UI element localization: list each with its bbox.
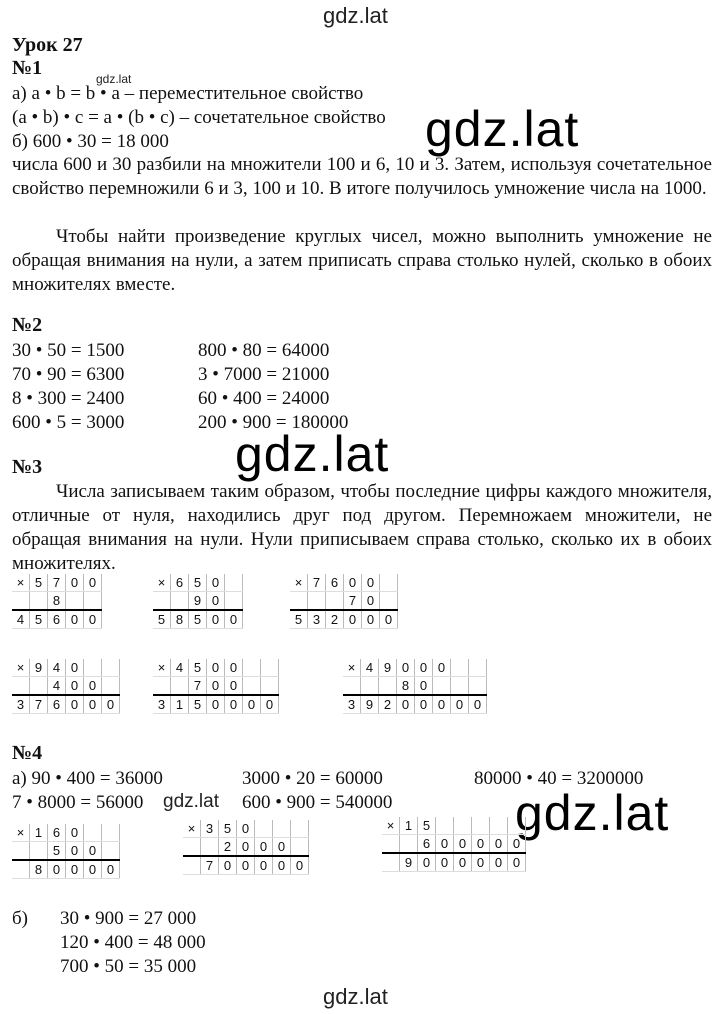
multiply-sign: × — [153, 659, 171, 677]
task2-left-2: 8 • 300 = 2400 — [12, 388, 125, 409]
digit-cell — [382, 835, 400, 854]
factor-row — [12, 574, 102, 592]
digit-cell — [291, 820, 309, 838]
digit-cell: 4 — [48, 659, 66, 677]
digit-cell: 7 — [308, 574, 326, 592]
digit-cell — [225, 592, 243, 611]
digit-cell: 0 — [415, 659, 433, 677]
watermark-top: gdz.lat — [323, 3, 388, 28]
digit-cell: 0 — [490, 853, 508, 872]
multiply-sign: × — [290, 574, 308, 592]
digit-cell: 0 — [84, 677, 102, 696]
digit-cell: 3 — [308, 610, 326, 629]
digit-cell: 4 — [361, 659, 379, 677]
digit-cell: 7 — [189, 677, 207, 696]
factor-row — [183, 838, 309, 857]
task1-paragraph-2: Чтобы найти произведение круглых чисел, можно выполнить умножение не обращая внимания на нули, а затем приписать справа столько нулей, сколько в обоих множителях вместе. — [12, 226, 712, 295]
digit-cell — [12, 842, 30, 861]
factor-row — [183, 820, 309, 838]
task2-right-2: 60 • 400 = 24000 — [198, 388, 330, 409]
digit-cell: 8 — [30, 860, 48, 879]
digit-cell: 0 — [362, 610, 380, 629]
digit-cell: 3 — [201, 820, 219, 838]
digit-cell — [30, 677, 48, 696]
digit-cell: 3 — [343, 695, 361, 714]
task1-heading: №1 — [12, 57, 43, 79]
result-row — [12, 610, 102, 629]
result-row — [12, 695, 120, 714]
result-row — [153, 695, 279, 714]
multiply-sign: × — [12, 824, 30, 842]
digit-cell — [30, 842, 48, 861]
digit-cell: 0 — [433, 659, 451, 677]
watermark-big-2: gdz.lat — [235, 426, 390, 482]
column-multiplication-grid — [12, 659, 120, 714]
digit-cell — [171, 677, 189, 696]
watermark-inline: gdz.lat — [163, 791, 219, 812]
multiply-sign: × — [183, 820, 201, 838]
digit-cell — [153, 677, 171, 696]
digit-cell: 0 — [48, 860, 66, 879]
digit-cell — [201, 838, 219, 857]
digit-cell: 0 — [102, 860, 120, 879]
digit-cell — [400, 835, 418, 854]
digit-cell — [171, 592, 189, 611]
digit-cell: 5 — [290, 610, 308, 629]
factor-row — [343, 677, 487, 696]
digit-cell: 0 — [66, 574, 84, 592]
digit-cell: 0 — [255, 838, 273, 857]
digit-cell: 0 — [84, 695, 102, 714]
result-row — [343, 695, 487, 714]
digit-cell: 0 — [219, 856, 237, 875]
digit-cell: 8 — [397, 677, 415, 696]
task1-line-b: б) 600 • 30 = 18 000 — [12, 131, 169, 152]
digit-cell — [380, 574, 398, 592]
factor-row — [153, 659, 279, 677]
digit-cell: 0 — [66, 677, 84, 696]
digit-cell — [436, 817, 454, 835]
digit-cell — [12, 677, 30, 696]
digit-cell: 0 — [380, 610, 398, 629]
digit-cell — [225, 574, 243, 592]
task2-right-3: 200 • 900 = 180000 — [198, 412, 349, 433]
digit-cell: 5 — [189, 659, 207, 677]
digit-cell: 6 — [326, 574, 344, 592]
digit-cell — [102, 842, 120, 861]
digit-cell — [451, 659, 469, 677]
digit-cell: 0 — [255, 856, 273, 875]
task3-heading: №3 — [12, 456, 43, 478]
factor-row — [153, 677, 279, 696]
digit-cell: 0 — [362, 574, 380, 592]
digit-cell: 0 — [344, 610, 362, 629]
digit-cell — [469, 659, 487, 677]
task4-a4: 7 • 8000 = 56000 — [12, 792, 144, 813]
digit-cell — [66, 592, 84, 611]
digit-cell — [361, 677, 379, 696]
digit-cell — [102, 824, 120, 842]
digit-cell — [469, 677, 487, 696]
digit-cell — [102, 677, 120, 696]
digit-cell — [243, 659, 261, 677]
digit-cell: 9 — [189, 592, 207, 611]
task4-a5: 600 • 900 = 540000 — [242, 792, 393, 813]
result-row — [12, 860, 120, 879]
factor-row — [153, 574, 243, 592]
digit-cell: 0 — [469, 695, 487, 714]
task1-line-a2: (a • b) • c = a • (b • c) – сочетательное свойство — [12, 107, 386, 128]
column-multiplication-grid — [183, 820, 309, 875]
multiply-sign: × — [382, 817, 400, 835]
multiply-sign: × — [343, 659, 361, 677]
digit-cell — [12, 592, 30, 611]
digit-cell: 0 — [451, 695, 469, 714]
digit-cell: 0 — [207, 610, 225, 629]
digit-cell: 9 — [400, 853, 418, 872]
digit-cell: 0 — [415, 677, 433, 696]
task2-left-0: 30 • 50 = 1500 — [12, 340, 125, 361]
digit-cell: 0 — [273, 838, 291, 857]
digit-cell: 0 — [436, 853, 454, 872]
digit-cell: 0 — [84, 860, 102, 879]
digit-cell: 0 — [472, 835, 490, 854]
digit-cell: 0 — [207, 695, 225, 714]
task1-line-a: а) a • b = b • a – переместительное свойство — [12, 83, 364, 104]
digit-cell: 5 — [48, 842, 66, 861]
factor-row — [382, 835, 526, 854]
digit-cell: 2 — [326, 610, 344, 629]
digit-cell: 4 — [171, 659, 189, 677]
digit-cell: 0 — [84, 574, 102, 592]
digit-cell: 2 — [219, 838, 237, 857]
digit-cell: 0 — [237, 820, 255, 838]
factor-row — [382, 817, 526, 835]
digit-cell: 8 — [48, 592, 66, 611]
task2-heading: №2 — [12, 314, 43, 336]
task4-b-label: б) — [12, 908, 28, 929]
task2-right-0: 800 • 80 = 64000 — [198, 340, 330, 361]
digit-cell — [379, 677, 397, 696]
digit-cell: 6 — [48, 610, 66, 629]
digit-cell: 0 — [344, 574, 362, 592]
digit-cell — [183, 856, 201, 875]
digit-cell — [183, 838, 201, 857]
digit-cell — [326, 592, 344, 611]
digit-cell — [12, 860, 30, 879]
digit-cell: 5 — [189, 610, 207, 629]
watermark-big-1: gdz.lat — [425, 101, 580, 157]
digit-cell — [261, 677, 279, 696]
digit-cell: 8 — [171, 610, 189, 629]
digit-cell: 0 — [207, 592, 225, 611]
digit-cell: 0 — [508, 835, 526, 854]
factor-row — [12, 824, 120, 842]
digit-cell: 0 — [415, 695, 433, 714]
digit-cell: 3 — [12, 695, 30, 714]
digit-cell: 0 — [397, 659, 415, 677]
digit-cell: 0 — [261, 695, 279, 714]
digit-cell: 5 — [30, 610, 48, 629]
task4-b-line-0: 30 • 900 = 27 000 — [60, 908, 197, 929]
digit-cell — [291, 838, 309, 857]
digit-cell — [490, 817, 508, 835]
digit-cell: 0 — [225, 677, 243, 696]
result-row — [290, 610, 398, 629]
digit-cell: 0 — [433, 695, 451, 714]
digit-cell: 7 — [344, 592, 362, 611]
digit-cell — [433, 677, 451, 696]
result-row — [183, 856, 309, 875]
digit-cell: 0 — [66, 659, 84, 677]
digit-cell: 0 — [225, 695, 243, 714]
digit-cell — [84, 824, 102, 842]
digit-cell: 0 — [207, 677, 225, 696]
digit-cell: 0 — [66, 610, 84, 629]
column-multiplication-grid — [290, 574, 398, 629]
digit-cell: 0 — [362, 592, 380, 611]
digit-cell: 0 — [207, 574, 225, 592]
digit-cell: 1 — [171, 695, 189, 714]
digit-cell — [273, 820, 291, 838]
digit-cell: 9 — [379, 659, 397, 677]
task4-b-line-2: 700 • 50 = 35 000 — [60, 956, 197, 977]
task2-left-1: 70 • 90 = 6300 — [12, 364, 125, 385]
column-multiplication-grid — [382, 817, 526, 872]
digit-cell: 0 — [225, 659, 243, 677]
task3-paragraph: Числа записываем таким образом, чтобы последние цифры каждого множителя, отличные от нуля, находились друг под другом. Перемножаем множители, не обращая внимания на нули. Нули приписываем справа столько, сколько их в обоих множителях. — [12, 481, 712, 574]
column-multiplication-grid — [153, 659, 279, 714]
digit-cell: 0 — [243, 695, 261, 714]
factor-row — [12, 677, 120, 696]
digit-cell: 6 — [48, 824, 66, 842]
multiply-sign: × — [12, 659, 30, 677]
column-multiplication-grid — [343, 659, 487, 714]
digit-cell — [261, 659, 279, 677]
watermark-tiny: gdz.lat — [96, 72, 132, 86]
digit-cell: 0 — [237, 838, 255, 857]
digit-cell: 5 — [189, 695, 207, 714]
digit-cell: 6 — [171, 574, 189, 592]
digit-cell — [508, 817, 526, 835]
digit-cell — [255, 820, 273, 838]
result-row — [153, 610, 243, 629]
digit-cell — [84, 592, 102, 611]
digit-cell — [30, 592, 48, 611]
multiply-sign: × — [12, 574, 30, 592]
digit-cell: 0 — [273, 856, 291, 875]
digit-cell — [343, 677, 361, 696]
digit-cell: 9 — [361, 695, 379, 714]
lesson-title: Урок 27 — [12, 34, 83, 56]
digit-cell — [84, 659, 102, 677]
digit-cell: 7 — [201, 856, 219, 875]
digit-cell — [153, 592, 171, 611]
column-multiplication-grid — [153, 574, 243, 629]
watermark-big-3: gdz.lat — [515, 785, 670, 841]
digit-cell — [243, 677, 261, 696]
digit-cell: 0 — [397, 695, 415, 714]
digit-cell: 7 — [30, 695, 48, 714]
task2-left-3: 600 • 5 = 3000 — [12, 412, 125, 433]
digit-cell: 0 — [454, 835, 472, 854]
factor-row — [12, 592, 102, 611]
digit-cell: 0 — [84, 842, 102, 861]
digit-cell: 0 — [508, 853, 526, 872]
digit-cell — [382, 853, 400, 872]
digit-cell — [380, 592, 398, 611]
task2-right-1: 3 • 7000 = 21000 — [198, 364, 330, 385]
digit-cell: 5 — [189, 574, 207, 592]
digit-cell: 4 — [48, 677, 66, 696]
factor-row — [153, 592, 243, 611]
digit-cell: 0 — [207, 659, 225, 677]
column-multiplication-grid — [12, 574, 102, 629]
task4-a2: 3000 • 20 = 60000 — [242, 768, 383, 789]
digit-cell: 0 — [490, 835, 508, 854]
factor-row — [12, 659, 120, 677]
digit-cell: 0 — [66, 695, 84, 714]
multiply-sign: × — [153, 574, 171, 592]
digit-cell: 4 — [12, 610, 30, 629]
digit-cell: 0 — [472, 853, 490, 872]
factor-row — [290, 574, 398, 592]
digit-cell — [454, 817, 472, 835]
digit-cell: 0 — [436, 835, 454, 854]
digit-cell: 7 — [48, 574, 66, 592]
digit-cell: 0 — [291, 856, 309, 875]
digit-cell: 6 — [418, 835, 436, 854]
factor-row — [343, 659, 487, 677]
digit-cell: 0 — [66, 842, 84, 861]
digit-cell: 5 — [219, 820, 237, 838]
factor-row — [290, 592, 398, 611]
digit-cell — [472, 817, 490, 835]
digit-cell: 0 — [237, 856, 255, 875]
digit-cell — [308, 592, 326, 611]
digit-cell — [451, 677, 469, 696]
digit-cell: 0 — [66, 824, 84, 842]
watermark-bottom: gdz.lat — [323, 984, 388, 1009]
digit-cell: 0 — [225, 610, 243, 629]
digit-cell — [290, 592, 308, 611]
digit-cell: 0 — [84, 610, 102, 629]
task4-a1: а) 90 • 400 = 36000 — [12, 768, 163, 789]
digit-cell — [102, 659, 120, 677]
digit-cell: 0 — [418, 853, 436, 872]
digit-cell: 0 — [454, 853, 472, 872]
task4-heading: №4 — [12, 742, 43, 764]
digit-cell: 9 — [30, 659, 48, 677]
digit-cell: 1 — [30, 824, 48, 842]
digit-cell: 1 — [400, 817, 418, 835]
digit-cell: 2 — [379, 695, 397, 714]
digit-cell: 0 — [102, 695, 120, 714]
digit-cell: 5 — [153, 610, 171, 629]
column-multiplication-grid — [12, 824, 120, 879]
task1-paragraph-1: числа 600 и 30 разбили на множители 100 и 6, 10 и 3. Затем, используя сочетательное свойство перемножили 6 и 3, 100 и 10. В итоге получилось умножение числа на 1000. — [12, 154, 712, 199]
digit-cell: 6 — [48, 695, 66, 714]
task4-b-line-1: 120 • 400 = 48 000 — [60, 932, 206, 953]
digit-cell: 0 — [66, 860, 84, 879]
task4-a3: 80000 • 40 = 3200000 — [474, 768, 644, 789]
result-row — [382, 853, 526, 872]
digit-cell: 5 — [418, 817, 436, 835]
factor-row — [12, 842, 120, 861]
digit-cell: 5 — [30, 574, 48, 592]
digit-cell: 3 — [153, 695, 171, 714]
